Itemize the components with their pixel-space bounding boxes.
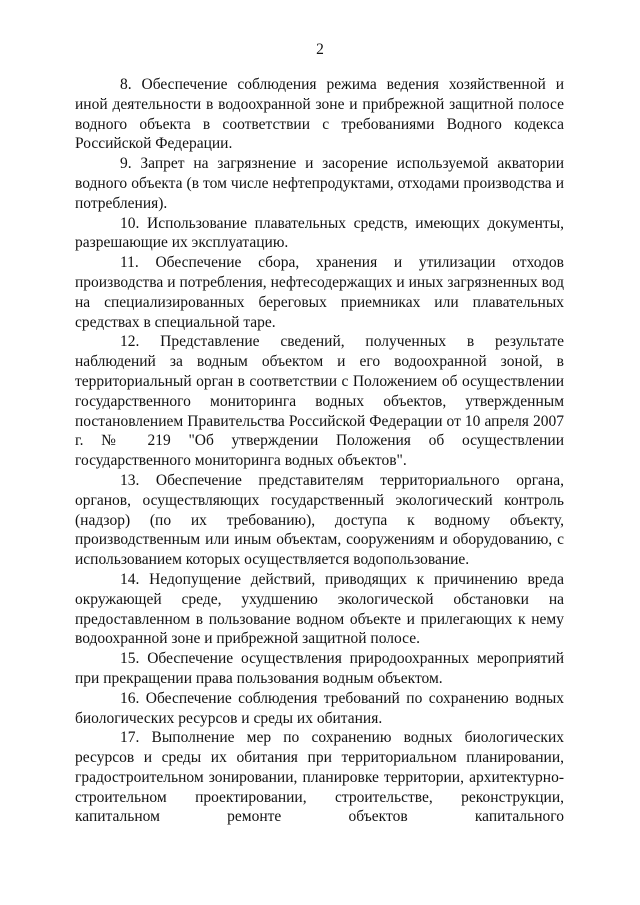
- paragraph-item-11: 11. Обеспечение сбора, хранения и утилизации отходов производства и потребления, нефтесодержащих и иных загрязненных вод на специализированных береговых приемниках или плавательных средствах в специальной таре.: [75, 254, 564, 331]
- paragraph-item-8: 8. Обеспечение соблюдения режима ведения хозяйственной и иной деятельности в водоохранной зоне и прибрежной защитной полосе водного объекта в соответствии с требованиями Водного кодекса Российской Федерации.: [75, 76, 564, 153]
- paragraph-item-17: 17. Выполнение мер по сохранению водных биологических ресурсов и среды их обитания при территориальном планировании, градостроительном зонировании, планировке территории, архитектурно-строительном проектировании, строительстве, реконструкции, капитальном ремонте объектов капитального: [75, 729, 564, 826]
- page-number: 2: [316, 41, 324, 58]
- paragraph-item-9: 9. Запрет на загрязнение и засорение используемой акватории водного объекта (в том числе нефтепродуктами, отходами производства и потребления).: [75, 155, 564, 212]
- paragraph-item-10: 10. Использование плавательных средств, имеющих документы, разрешающие их эксплуатацию.: [75, 214, 564, 252]
- paragraph-item-15: 15. Обеспечение осуществления природоохранных мероприятий при прекращении права пользования водным объектом.: [75, 650, 564, 687]
- paragraph-item-13: 13. Обеспечение представителям территориального органа, органов, осуществляющих государственный экологический контроль (надзор) (по их требованию), доступа к водному объекту, производственным или иным объектам, сооружениям и оборудованию, с использованием которых осуществляется водопользование.: [75, 471, 564, 569]
- document-body: [75, 75, 564, 827]
- paragraph-item-12: 12. Представление сведений, полученных в результате наблюдений за водным объектом и его водоохранной зоной, в территориальный орган в соответствии с Положением об осуществлении государственного мониторинга водных объектов, утвержденным постановлением Правительства Российской Федерации от 10 апреля 2007 г. № 219 "Об утверждении Положения об осуществлении государственного мониторинга водных объектов".: [75, 333, 564, 470]
- paragraph-item-16: 16. Обеспечение соблюдения требований по сохранению водных биологических ресурсов и среды их обитания.: [75, 689, 564, 727]
- paragraph-item-14: 14. Недопущение действий, приводящих к причинению вреда окружающей среде, ухудшению экологической обстановки на предоставленном в пользование водном объекте и прилегающих к нему водоохранной зоне и прибрежной защитной полосе.: [75, 570, 564, 648]
